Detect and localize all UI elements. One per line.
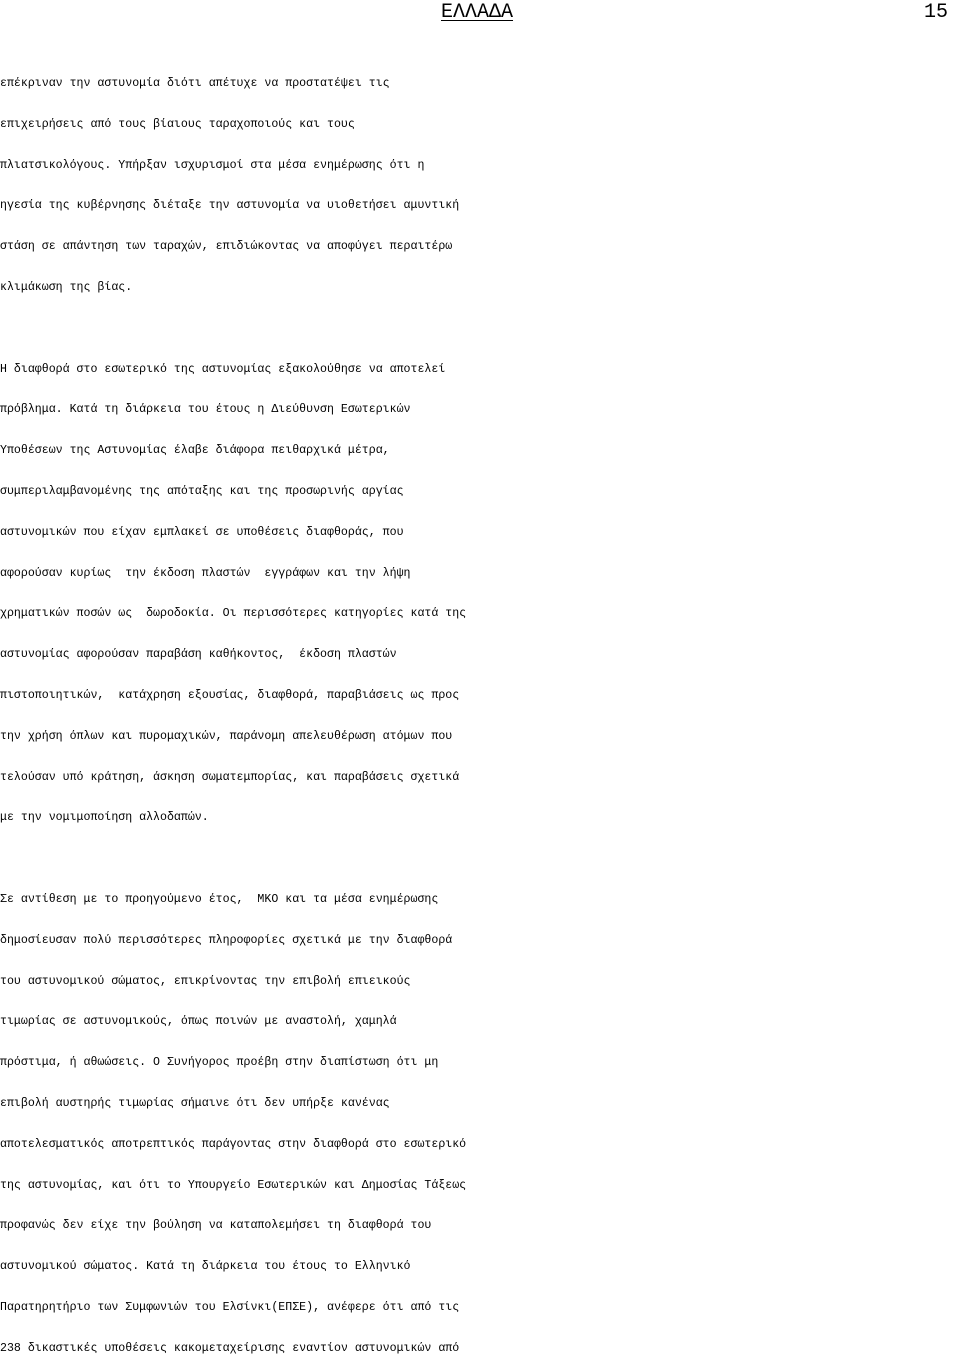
text-line: αποτελεσματικός αποτρεπτικός παράγοντας στην διαφθορά στο εσωτερικό [0, 1137, 467, 1151]
running-header-title: ΕΛΛΑΔΑ [441, 1, 514, 24]
text-line: πρόβλημα. Κατά τη διάρκεια του έτους η Διεύθυνση Εσωτερικών [0, 403, 411, 417]
text-line: πρόστιμα, ή αθωώσεις. Ο Συνήγορος προέβη στην διαπίστωση ότι μη [0, 1056, 439, 1070]
text-line: στάση σε απάντηση των ταραχών, επιδιώκοντας να αποφύγει περαιτέρω [0, 240, 453, 254]
text-line: με την νομιμοποίηση αλλοδαπών. [0, 811, 209, 825]
paragraph-gap [0, 309, 960, 350]
text-line: Παρατηρητήριο των Συμφωνιών του Ελσίνκι(ΕΠΣΕ), ανέφερε ότι από τις [0, 1300, 460, 1314]
text-line: πλιατσικολόγους. Υπήρξαν ισχυρισμοί στα μέσα ενημέρωσης ότι η [0, 158, 425, 172]
text-line: αφορούσαν κυρίως την έκδοση πλαστών εγγράφων και την λήψη [0, 566, 411, 580]
text-line: επιβολή αυστηρής τιμωρίας σήμαινε ότι δεν υπήρξε κανένας [0, 1096, 390, 1110]
text-line: ηγεσία της κυβέρνησης διέταξε την αστυνομία να υιοθετήσει αμυντική [0, 199, 460, 213]
text-line: 238 δικαστικές υποθέσεις κακομεταχείρισης εναντίον αστυνομικών από [0, 1341, 460, 1355]
page-number: 15 [923, 1, 948, 24]
text-line: Υποθέσεων της Αστυνομίας έλαβε διάφορα πειθαρχικά μέτρα, [0, 444, 390, 458]
paragraph-internal-corruption [0, 350, 960, 840]
text-line: κλιμάκωση της βίας. [0, 280, 133, 294]
text-line: της αστυνομίας, και ότι το Υπουργείο Εσωτερικών και Δημοσίας Τάξεως [0, 1178, 467, 1192]
text-line: Η διαφθορά στο εσωτερικό της αστυνομίας εξακολούθησε να αποτελεί [0, 362, 446, 376]
text-line: πιστοποιητικών, κατάχρηση εξουσίας, διαφθορά, παραβιάσεις ως προς [0, 688, 460, 702]
body-text [0, 64, 960, 1370]
text-line: τελούσαν υπό κράτηση, άσκηση σωματεμπορίας, και παραβάσεις σχετικά [0, 770, 460, 784]
paragraph-gap [0, 839, 960, 880]
text-line: επιχειρήσεις από τους βίαιους ταραχοποιούς και τους [0, 117, 355, 131]
text-line: τιμωρίας σε αστυνομικούς, όπως ποινών με αναστολή, χαμηλά [0, 1015, 397, 1029]
text-line: δημοσίευσαν πολύ περισσότερες πληροφορίες σχετικά με την διαφθορά [0, 933, 453, 947]
text-line: αστυνομικού σώματος. Κατά τη διάρκεια του έτους το Ελληνικό [0, 1260, 411, 1274]
text-line: συμπεριλαμβανομένης της απόταξης και της προσωρινής αργίας [0, 484, 404, 498]
paragraph-ngo-media-reports [0, 880, 960, 1370]
text-line: αστυνομικών που είχαν εμπλακεί σε υποθέσεις διαφθοράς, που [0, 525, 404, 539]
text-line: την χρήση όπλων και πυρομαχικών, παράνομη απελευθέρωση ατόμων που [0, 729, 453, 743]
page-header [0, 0, 960, 30]
text-line: αστυνομίας αφορούσαν παραβάση καθήκοντος, έκδοση πλαστών [0, 648, 397, 662]
text-line: χρηματικών ποσών ως δωροδοκία. Οι περισσότερες κατηγορίες κατά της [0, 607, 467, 621]
text-line: προφανώς δεν είχε την βούληση να καταπολεμήσει τη διαφθορά του [0, 1219, 432, 1233]
text-line: του αστυνομικού σώματος, επικρίνοντας την επιβολή επιεικούς [0, 974, 411, 988]
text-line: Σε αντίθεση με το προηγούμενο έτος, ΜΚΟ και τα μέσα ενημέρωσης [0, 892, 439, 906]
paragraph-police-criticism [0, 64, 960, 309]
text-line: επέκριναν την αστυνομία διότι απέτυχε να προστατέψει τις [0, 77, 390, 90]
